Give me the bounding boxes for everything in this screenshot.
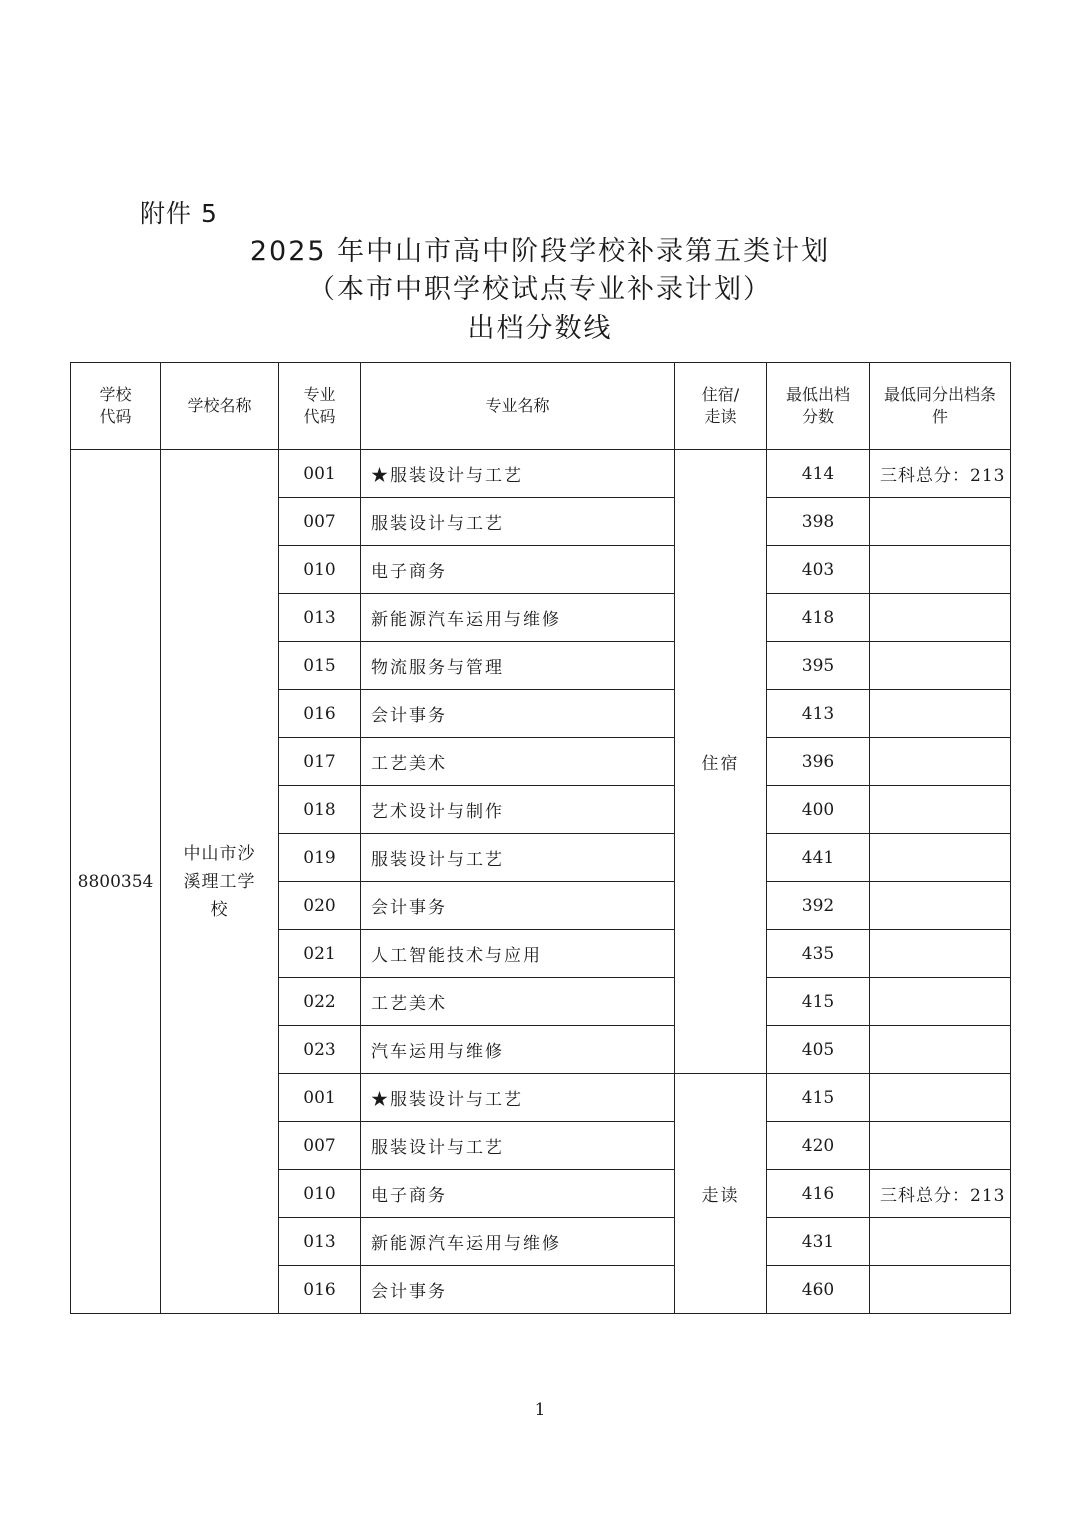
tie-condition-cell (870, 978, 1011, 1026)
tie-condition-cell (870, 882, 1011, 930)
tie-condition-cell (870, 1074, 1011, 1122)
header-mode (675, 363, 767, 450)
major-name-cell: 汽车运用与维修 (361, 1026, 675, 1074)
major-code-cell: 007 (279, 1122, 361, 1170)
document-title: 2025 年中山市高中阶段学校补录第五类计划 (249, 236, 831, 267)
mode-cell: 住宿 (675, 450, 767, 1074)
major-code-cell: 020 (279, 882, 361, 930)
major-name-cell: ★服装设计与工艺 (361, 1074, 675, 1122)
tie-condition-cell (870, 834, 1011, 882)
major-name-cell: 会计事务 (361, 690, 675, 738)
tie-condition-cell (870, 786, 1011, 834)
tie-condition-cell (870, 1218, 1011, 1266)
min-score-cell: 395 (767, 642, 870, 690)
major-name-cell: 工艺美术 (361, 978, 675, 1026)
tie-condition-cell (870, 594, 1011, 642)
min-score-cell: 460 (767, 1266, 870, 1314)
major-code-cell: 001 (279, 1074, 361, 1122)
min-score-cell: 398 (767, 498, 870, 546)
header-school-code (71, 363, 161, 450)
min-score-cell: 415 (767, 1074, 870, 1122)
school-name-cell (161, 450, 279, 1314)
major-code-cell: 017 (279, 738, 361, 786)
major-code-cell: 013 (279, 594, 361, 642)
tie-condition-cell (870, 1026, 1011, 1074)
major-name-cell: 电子商务 (361, 1170, 675, 1218)
header-school-code-text: 学校代码 (99, 385, 132, 426)
major-code-cell: 015 (279, 642, 361, 690)
tie-condition-cell: 三科总分：213 (870, 1170, 1011, 1218)
attachment-label: 附件 5 (140, 199, 218, 228)
table-body (71, 450, 1011, 1314)
major-code-cell: 010 (279, 1170, 361, 1218)
min-score-cell: 418 (767, 594, 870, 642)
major-name-cell: 新能源汽车运用与维修 (361, 594, 675, 642)
major-name-cell: 人工智能技术与应用 (361, 930, 675, 978)
major-code-cell: 022 (279, 978, 361, 1026)
header-major-code (279, 363, 361, 450)
major-name-cell: 工艺美术 (361, 738, 675, 786)
min-score-cell: 441 (767, 834, 870, 882)
header-major-name: 专业名称 (361, 363, 675, 450)
min-score-cell: 431 (767, 1218, 870, 1266)
header-min-score (767, 363, 870, 450)
major-name-cell: 服装设计与工艺 (361, 498, 675, 546)
tie-condition-cell (870, 546, 1011, 594)
major-code-cell: 010 (279, 546, 361, 594)
min-score-cell: 396 (767, 738, 870, 786)
major-code-cell: 016 (279, 690, 361, 738)
tie-condition-cell (870, 1266, 1011, 1314)
major-code-cell: 001 (279, 450, 361, 498)
header-school-name: 学校名称 (161, 363, 279, 450)
score-table (70, 362, 1011, 1314)
page-number: 1 (534, 1400, 546, 1420)
major-code-cell: 023 (279, 1026, 361, 1074)
major-name-cell: 新能源汽车运用与维修 (361, 1218, 675, 1266)
major-code-cell: 016 (279, 1266, 361, 1314)
min-score-cell: 400 (767, 786, 870, 834)
major-name-cell: 服装设计与工艺 (361, 834, 675, 882)
tie-condition-cell: 三科总分：213 (870, 450, 1011, 498)
major-code-cell: 013 (279, 1218, 361, 1266)
min-score-cell: 416 (767, 1170, 870, 1218)
major-name-cell: 服装设计与工艺 (361, 1122, 675, 1170)
major-code-cell: 018 (279, 786, 361, 834)
min-score-cell: 415 (767, 978, 870, 1026)
min-score-cell: 420 (767, 1122, 870, 1170)
table-row (71, 450, 1011, 498)
min-score-cell: 435 (767, 930, 870, 978)
tie-condition-cell (870, 738, 1011, 786)
mode-cell: 走读 (675, 1074, 767, 1314)
header-major-code-text: 专业代码 (303, 385, 336, 426)
min-score-cell: 392 (767, 882, 870, 930)
major-name-cell: 电子商务 (361, 546, 675, 594)
header-mode-text: 住宿/走读 (701, 385, 740, 426)
min-score-cell: 405 (767, 1026, 870, 1074)
major-name-cell: ★服装设计与工艺 (361, 450, 675, 498)
major-name-cell: 艺术设计与制作 (361, 786, 675, 834)
major-code-cell: 019 (279, 834, 361, 882)
major-name-cell: 物流服务与管理 (361, 642, 675, 690)
min-score-cell: 413 (767, 690, 870, 738)
tie-condition-cell (870, 690, 1011, 738)
tie-condition-cell (870, 498, 1011, 546)
min-score-cell: 403 (767, 546, 870, 594)
header-tie-condition (870, 363, 1011, 450)
min-score-cell: 414 (767, 450, 870, 498)
school-code-cell: 8800354 (71, 450, 161, 1314)
document-subtitle: （本市中职学校试点专业补录计划） (308, 274, 772, 305)
header-min-score-text: 最低出档分数 (785, 385, 850, 426)
school-name-text: 中山市沙溪理工学校 (183, 843, 256, 920)
table-header-row (71, 363, 1011, 450)
header-tie-condition-text: 最低同分出档条件 (884, 385, 997, 426)
major-name-cell: 会计事务 (361, 882, 675, 930)
tie-condition-cell (870, 1122, 1011, 1170)
document-title-suffix: 出档分数线 (467, 313, 613, 344)
tie-condition-cell (870, 930, 1011, 978)
major-code-cell: 007 (279, 498, 361, 546)
major-name-cell: 会计事务 (361, 1266, 675, 1314)
major-code-cell: 021 (279, 930, 361, 978)
tie-condition-cell (870, 642, 1011, 690)
